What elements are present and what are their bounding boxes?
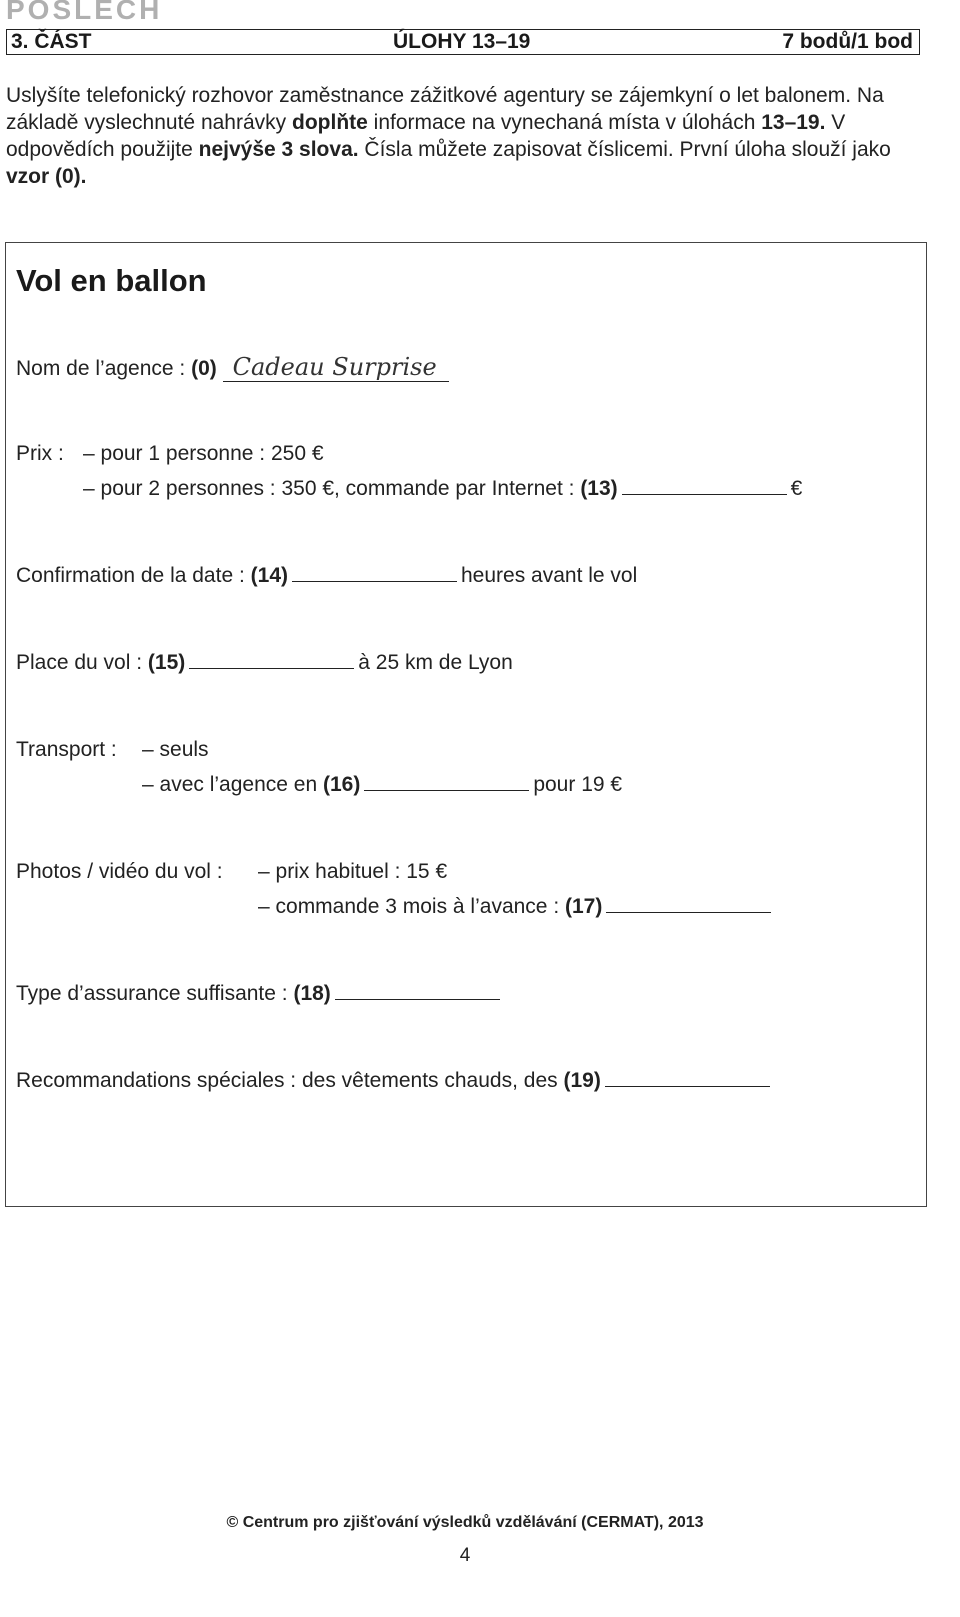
answer-blank-19[interactable] (605, 1072, 770, 1087)
task-number: (18) (293, 982, 331, 1005)
instructions (6, 82, 916, 190)
price-label: Prix : (16, 442, 64, 465)
task-number: (19) (563, 1069, 601, 1092)
answer-blank-14[interactable] (292, 567, 457, 582)
task-number: (16) (322, 773, 361, 796)
photos-usual-price: – prix habituel : 15 € (258, 860, 448, 883)
place-label: Place du vol : (16, 651, 148, 674)
answer-form (5, 242, 927, 1207)
insurance-row (16, 982, 504, 1006)
agency-answer: Cadeau Surprise (223, 353, 449, 382)
instructions-bold: vzor (0). (6, 165, 87, 188)
task-number: (14) (250, 564, 288, 587)
section-label: POSLECH (6, 0, 163, 25)
recommendations-row (16, 1069, 774, 1093)
answer-blank-17[interactable] (606, 898, 771, 913)
task-number: (13) (580, 477, 618, 500)
price-line-2 (83, 477, 802, 501)
instructions-text: Čísla můžete zapisovat číslicemi. První úloha slouží jako (358, 138, 891, 161)
place-suffix: à 25 km de Lyon (358, 651, 513, 674)
task-number: (0) (191, 357, 217, 380)
tasks-range: ÚLOHY 13–19 (393, 30, 531, 53)
recommendations-label: Recommandations spéciales : des vêtements chauds, des (16, 1069, 564, 1092)
confirmation-label: Confirmation de la date : (16, 564, 251, 587)
confirmation-row (16, 564, 637, 588)
points-label: 7 bodů/1 bod (782, 30, 913, 53)
answer-blank-13[interactable] (622, 480, 787, 495)
answer-blank-15[interactable] (189, 654, 354, 669)
euro-unit: € (790, 477, 803, 500)
instructions-text: informace na vynechaná místa v úlohách (367, 111, 762, 134)
instructions-bold: doplňte (292, 111, 368, 134)
answer-blank-18[interactable] (335, 985, 500, 1000)
transport-label: Transport : (16, 738, 117, 761)
copyright: © Centrum pro zjišťování výsledků vzdělávání (CERMAT), 2013 (226, 1514, 704, 1531)
task-number: (15) (147, 651, 186, 674)
transport-row (16, 738, 117, 762)
price-line-1 (83, 442, 324, 466)
photos-line-1 (258, 860, 447, 884)
photos-row (16, 860, 223, 884)
part-header (6, 29, 920, 55)
price-single: – pour 1 personne : 250 € (83, 442, 324, 465)
transport-line-1 (142, 738, 209, 762)
transport-price: pour 19 € (533, 773, 623, 796)
transport-agency: – avec l’agence en (142, 773, 323, 796)
confirmation-suffix: heures avant le vol (461, 564, 638, 587)
agency-label: Nom de l’agence : (16, 357, 192, 380)
task-number: (17) (564, 895, 603, 918)
form-title: Vol en ballon (16, 263, 207, 298)
photos-label: Photos / vidéo du vol : (16, 860, 223, 883)
price-double: – pour 2 personnes : 350 €, commande par Internet : (83, 477, 581, 500)
answer-blank-16[interactable] (364, 776, 529, 791)
photos-advance-order: – commande 3 mois à l’avance : (258, 895, 565, 918)
insurance-label: Type d’assurance suffisante : (16, 982, 294, 1005)
price-row-1 (16, 442, 64, 466)
agency-row (16, 353, 449, 382)
photos-line-2 (258, 895, 775, 919)
transport-alone: – seuls (142, 738, 209, 761)
transport-line-2 (142, 773, 622, 797)
instructions-text: Uslyšíte telefonický rozhovor zaměstnance zážitkové agentury se zájemkyní o let balonem. Na základě vyslechnuté nahrávky (6, 84, 884, 134)
instructions-bold: nejvýše 3 slova. (198, 138, 359, 161)
part-title: 3. ČÁST (11, 30, 92, 53)
instructions-bold: 13–19. (761, 111, 826, 134)
instructions-text: V odpovědích použijte (6, 111, 846, 161)
page-number: 4 (459, 1545, 471, 1566)
place-row (16, 651, 513, 675)
